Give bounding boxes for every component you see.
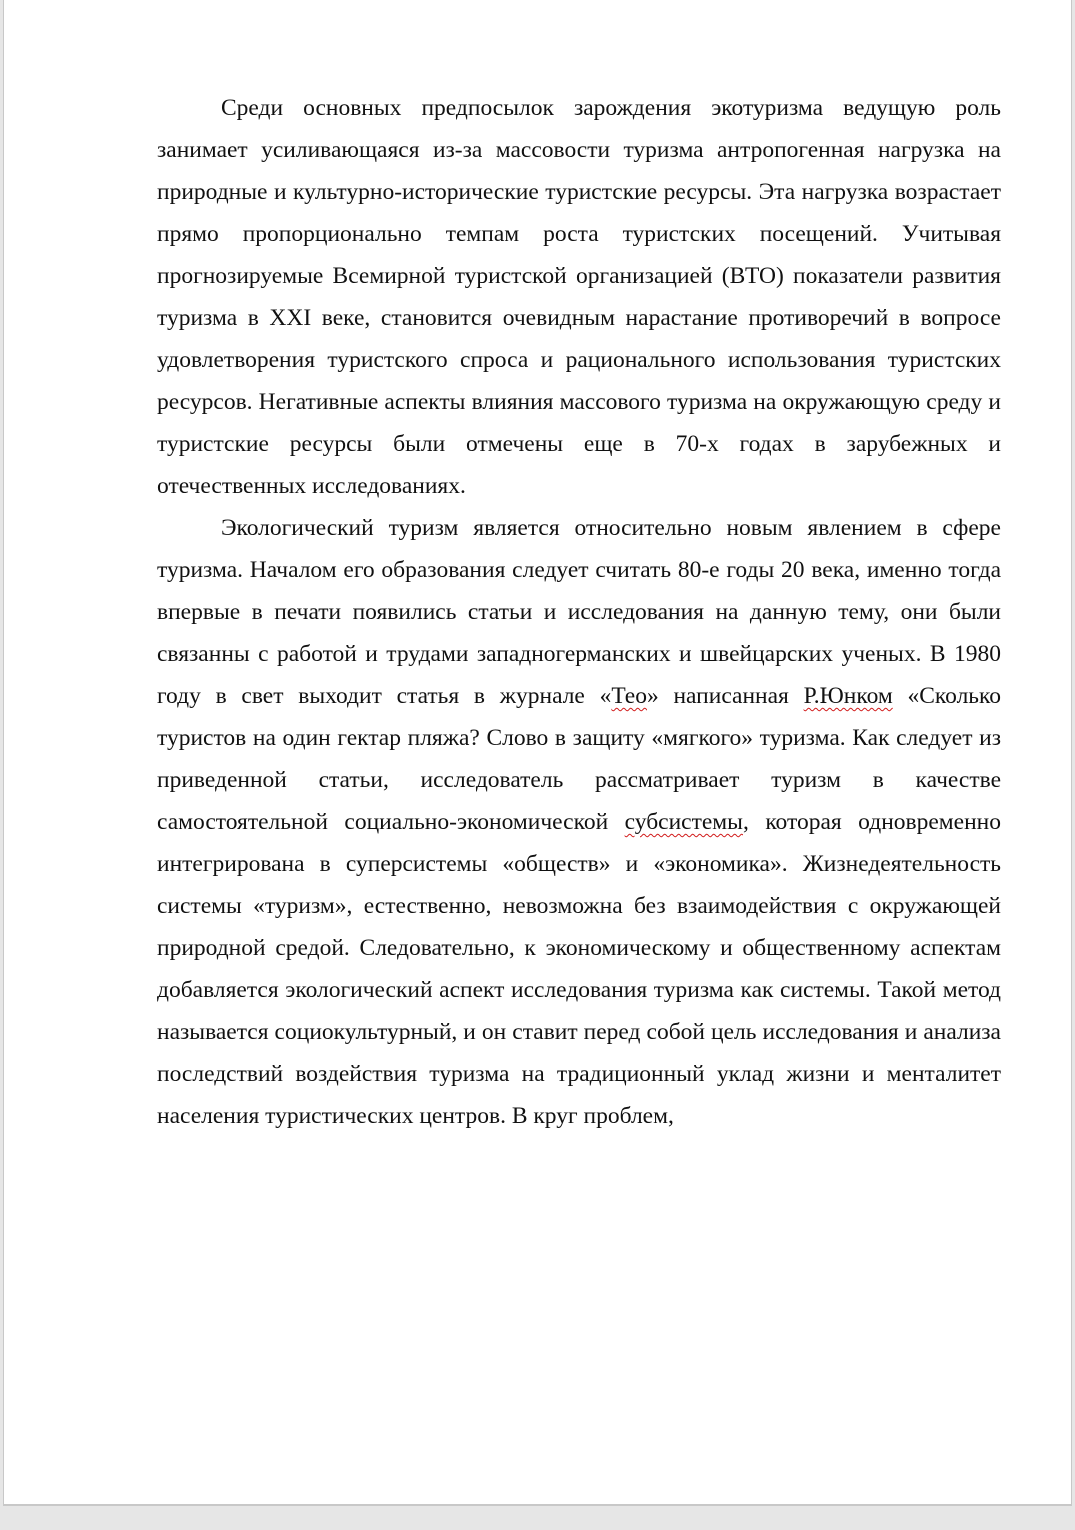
text-segment: » написанная — [646, 683, 804, 709]
misspelled-word[interactable]: Тео — [611, 683, 647, 709]
text-segment: Экологический туризм является относительно новым явлением в сфере туризма. Началом его образования следует считать 80-е годы 20 века, именно тогда впервые в печати появились статьи и исследования на данную тему, они были связанны с работой и трудами западногерманских и швейцарских ученых. В 1980 году в свет выходит статья в журнале « — [157, 515, 1001, 709]
text-segment: Среди основных предпосылок зарождения экотуризма ведущую роль занимает усиливающаяся из-за массовости туризма антропогенная нагрузка на природные и культурно-исторические туристские ресурсы. Эта нагрузка возрастает прямо пропорционально темпам роста туристских посещений. Учитывая прогнозируемые Всемирной туристской организацией (ВТО) показатели развития туризма в XXI веке, становится очевидным нарастание противоречий в вопросе удовлетворения туристского спроса и рационального использования туристских ресурсов. Негативные аспекты влияния массового туризма на окружающую среду и туристские ресурсы были отмечены еще в 70-х годах в зарубежных и отечественных исследованиях. — [157, 95, 1001, 499]
document-page — [3, 0, 1072, 1506]
text-segment: «Сколько туристов на один гектар пляжа? Слово в защиту «мягкого» туризма. Как следует из приведенной статьи, исследователь рассматривает туризм в качестве самостоятельной социально-экономической — [157, 683, 1001, 835]
paragraph-2 — [157, 507, 1001, 1137]
misspelled-word[interactable]: субсистемы — [624, 809, 743, 835]
misspelled-word[interactable]: Р.Юнком — [803, 683, 893, 709]
paragraph-1 — [157, 87, 1001, 507]
text-segment: , которая одновременно интегрирована в суперсистемы «обществ» и «экономика». Жизнедеятельность системы «туризм», естественно, невозможна без взаимодействия с окружающей природной средой. Следовательно, к экономическому и общественному аспектам добавляется экологический аспект исследования туризма как системы. Такой метод называется социокультурный, и он ставит перед собой цель исследования и анализа последствий воздействия туризма на традиционный уклад жизни и менталитет населения туристических центров. В круг проблем, — [157, 809, 1002, 1129]
document-body — [157, 87, 1001, 1137]
